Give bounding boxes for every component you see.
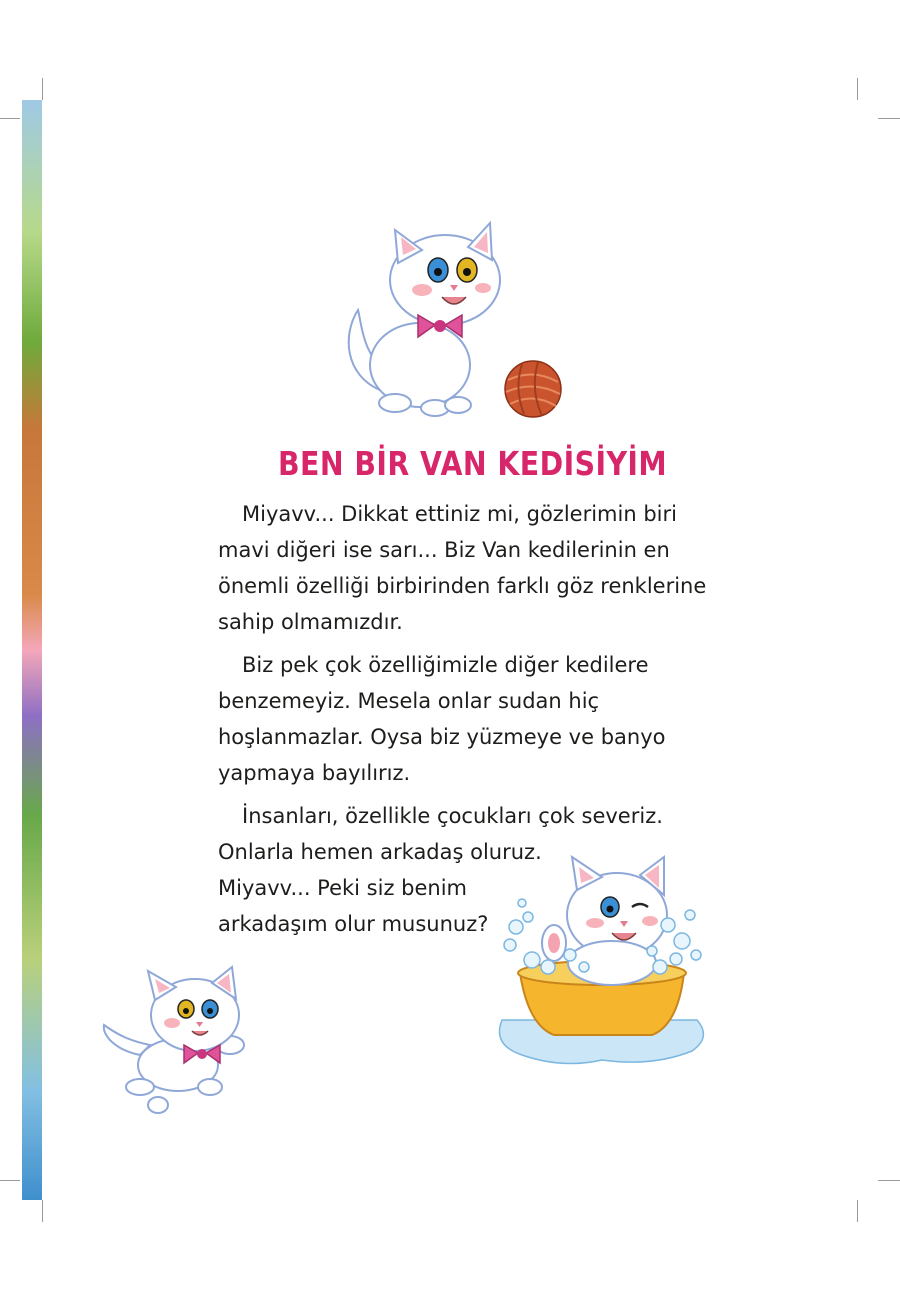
- page-title: BEN BİR VAN KEDİSİYİM: [278, 444, 668, 483]
- text-line: arkadaşım olur musunuz?: [218, 912, 489, 936]
- crop-mark: [878, 118, 900, 119]
- page-edge-strip: [22, 100, 42, 1200]
- text-line: Miyavv... Peki siz benim: [218, 876, 468, 900]
- crop-mark: [0, 118, 20, 119]
- sitting-cat-icon: [340, 215, 510, 420]
- running-cat-icon: [100, 965, 265, 1120]
- crop-mark: [0, 1180, 20, 1181]
- text-line: hoşlanmazlar. Oysa biz yüzmeye ve banyo: [218, 725, 666, 749]
- text-line: sahip olmamızdır.: [218, 610, 403, 634]
- yarn-ball-icon: [502, 360, 564, 418]
- text-line: önemli özelliği birbirinden farklı göz renklerine: [218, 574, 707, 598]
- text-line: Miyavv... Dikkat ettiniz mi, gözlerimin biri: [242, 502, 677, 526]
- crop-mark: [857, 78, 858, 100]
- text-line: Biz pek çok özelliğimizle diğer kedilere: [242, 653, 649, 677]
- text-line: benzemeyiz. Mesela onlar sudan hiç: [218, 689, 600, 713]
- crop-mark: [42, 1200, 43, 1222]
- crop-mark: [42, 78, 43, 100]
- bathing-cat-icon: [492, 855, 712, 1070]
- text-line: mavi diğeri ise sarı... Biz Van kedilerinin en: [218, 538, 670, 562]
- paragraph-2: [218, 647, 666, 791]
- text-line: yapmaya bayılırız.: [218, 761, 411, 785]
- text-line: Onlarla hemen arkadaş oluruz.: [218, 840, 542, 864]
- crop-mark: [857, 1200, 858, 1222]
- paragraph-1: [218, 496, 706, 640]
- text-line: İnsanları, özellikle çocukları çok severiz.: [242, 804, 663, 828]
- crop-mark: [878, 1180, 900, 1181]
